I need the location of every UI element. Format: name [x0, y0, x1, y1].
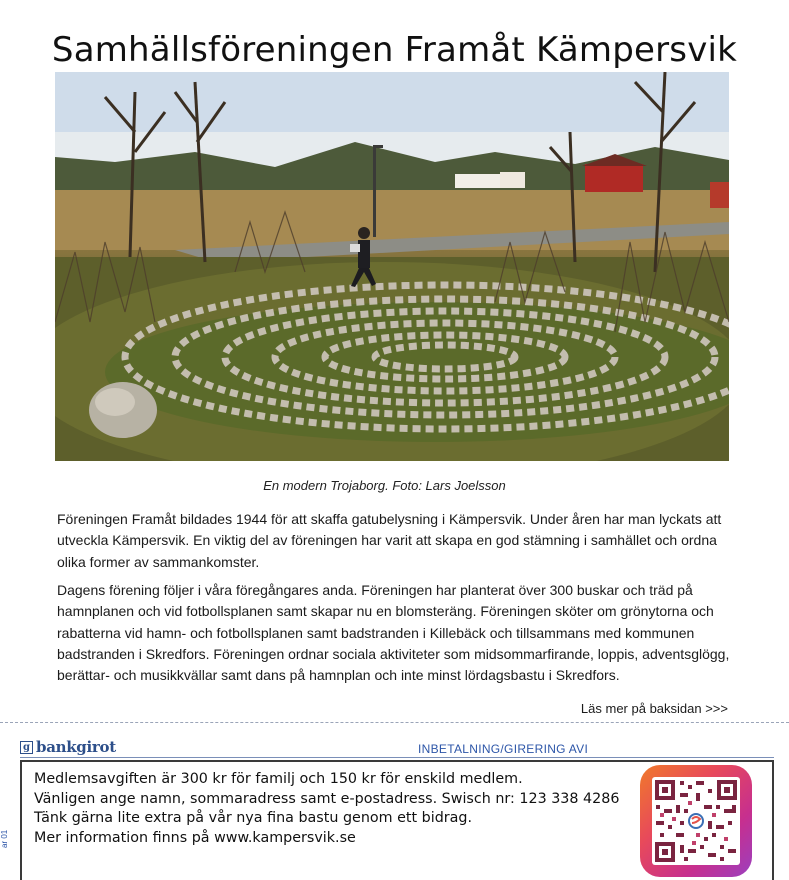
cut-line: [0, 722, 789, 723]
labyrinth-photo: [55, 72, 729, 461]
form-header-line: [20, 757, 774, 758]
donation-line: Tänk gärna lite extra på vår nya fina bastu genom ett bidrag.: [34, 810, 473, 826]
swish-line: Vänligen ange namn, sommaradress samt e-postadress. Swisch nr: 123 338 4286: [34, 790, 620, 807]
bankgirot-logo-icon: g: [20, 741, 33, 754]
qr-pattern: [652, 777, 740, 865]
membership-fee-line: Medlemsavgiften är 300 kr för familj och 150 kr för enskild medlem.: [34, 771, 523, 787]
activities-paragraph: Dagens förening följer i våra föregångares anda. Föreningen har planterat över 300 buskar och träd på hamnplanen och vid fotbollsplanen samt skapar nu en blomsteräng. Föreningen sköter om grönytorna och rabatterna vid hamn- och fotbollsplanen samt badstranden i Killebäck och tillsammans med kommunen badstranden i Skredfors. Föreningen ordnar sociala aktiviteter som midsommarfirande, loppis, adventsglögg, berättar- och musikkvällar samt dans på hamnplan och inte minst lördagsbastu i Skredfors.: [57, 582, 730, 684]
bankgirot-brand: bankgirot: [36, 738, 116, 756]
form-label: INBETALNING/GIRERING AVI: [418, 742, 589, 756]
qr-code-icon: [640, 765, 752, 877]
photo-illustration: [55, 72, 729, 461]
read-more-link: Läs mer på baksidan >>>: [580, 701, 728, 716]
payment-message-box: [20, 760, 774, 880]
photo-caption: En modern Trojaborg. Foto: Lars Joelsson: [263, 478, 506, 493]
website-line: Mer information finns på www.kampersvik.se: [34, 829, 356, 846]
side-code: ar 01: [0, 829, 9, 848]
payment-message: [34, 770, 619, 848]
page-title: Samhällsföreningen Framåt Kämpersvik: [51, 30, 738, 70]
bankgirot-logo: [20, 738, 116, 756]
intro-paragraph: Föreningen Framåt bildades 1944 för att skaffa gatubelysning i Kämpersvik. Under åren har man lyckats att utveckla Kämpersvik. En viktig del av föreningen har varit att skapa en god stämning i samhället och ordna olika former av sammankomster.: [57, 511, 722, 570]
